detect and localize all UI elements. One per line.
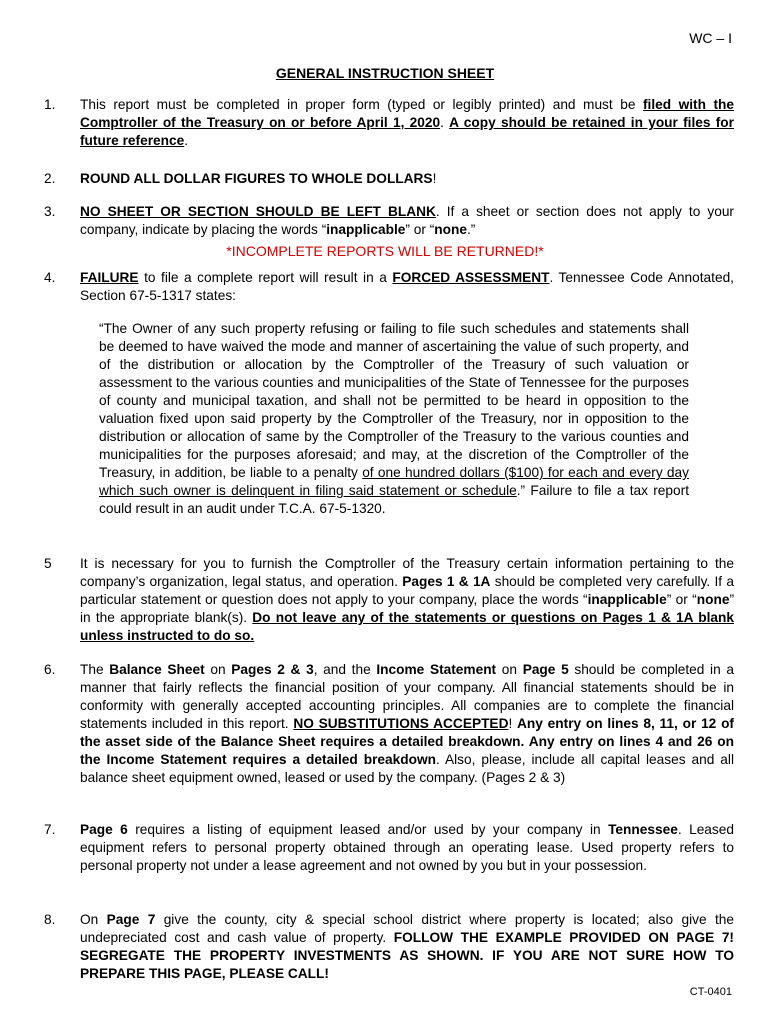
instruction-item-4	[44, 269, 734, 305]
incomplete-reports-warning: *INCOMPLETE REPORTS WILL BE RETURNED!*	[226, 243, 544, 259]
item-number: 4.	[44, 270, 56, 285]
instruction-item-3	[44, 203, 734, 239]
instruction-item-1	[44, 96, 734, 150]
item-text: This report must be completed in proper form (typed or legibly printed) and must be filed with the Comptroller of the Treasury on or before April 1, 2020. A copy should be retained in your files for future reference.	[80, 97, 734, 148]
instruction-item-2	[44, 170, 734, 188]
item-number: 5	[44, 556, 52, 571]
page-title: GENERAL INSTRUCTION SHEET	[275, 65, 495, 81]
item-text: It is necessary for you to furnish the Comptroller of the Treasury certain information pertaining to the company’s organization, legal status, and operation. Pages 1 & 1A should be completed very carefully. If a particular statement or question does not apply to your company, place the words “inapplicable” or “none” in the appropriate blank(s). Do not leave any of the statements or questions on Pages 1 & 1A blank unless instructed to do so.	[80, 556, 734, 643]
item-text: NO SHEET OR SECTION SHOULD BE LEFT BLANK. If a sheet or section does not apply to your company, indicate by placing the words “inapplicable” or “none.”	[80, 204, 734, 237]
item-text: On Page 7 give the county, city & special school district where property is located; also give the undepreciated cost and cash value of property. FOLLOW THE EXAMPLE PROVIDED ON PAGE 7! SEGREGATE THE PROPERTY INVESTMENTS AS SHOWN. IF YOU ARE NOT SURE HOW TO PREPARE THIS PAGE, PLEASE CALL!	[80, 912, 734, 981]
instruction-item-6	[44, 661, 734, 787]
item-text: FAILURE to file a complete report will result in a FORCED ASSESSMENT. Tennessee Code Annotated, Section 67-5-1317 states:	[80, 270, 734, 303]
item-text: The Balance Sheet on Pages 2 & 3, and the Income Statement on Page 5 should be completed in a manner that fairly reflects the financial position of your company. All financial statements should be in conformity with generally accepted accounting principles. All companies are to complete the financial statements included in this report. NO SUBSTITUTIONS ACCEPTED! Any entry on lines 8, 11, or 12 of the asset side of the Balance Sheet requires a detailed breakdown. Any entry on lines 4 and 26 on the Income Statement requires a detailed breakdown. Also, please, include all capital leases and all balance sheet equipment owned, leased or used by the company. (Pages 2 & 3)	[80, 662, 734, 785]
instruction-item-8	[44, 911, 734, 983]
instruction-item-5	[44, 555, 734, 645]
statute-quote: “The Owner of any such property refusing or failing to file such schedules and statements shall be deemed to have waived the mode and manner of ascertaining the value of such property, and of the distribution or allocation by the Comptroller of the Treasury of such valuation or assessment to the various counties and municipalities of the State of Tennessee for the purposes of county and municipal taxation, and shall not be permitted to be heard in opposition to the valuation fixed upon said property by the Comptroller of the Treasury, nor in opposition to the distribution or allocation of same by the Comptroller of the Treasury to the various counties and municipalities for the purposes aforesaid; and may, at the discretion of the Comptroller of the Treasury, in addition, be liable to a penalty of one hundred dollars ($100) for each and every day which such owner is delinquent in filing said statement or schedule.” Failure to file a tax report could result in an audit under T.C.A. 67-5-1320.	[99, 321, 690, 516]
footer-form-code: CT-0401	[689, 986, 732, 998]
instruction-item-7	[44, 821, 734, 875]
item-number: 3.	[44, 204, 56, 219]
item-number: 8.	[44, 912, 56, 927]
form-code: WC – I	[689, 30, 732, 46]
item-number: 2.	[44, 171, 56, 186]
item-number: 7.	[44, 822, 56, 837]
item-number: 6.	[44, 662, 56, 677]
item-text: Page 6 requires a listing of equipment leased and/or used by your company in Tennessee. Leased equipment refers to personal property obtained through an operating lease. Used property refers to personal property not under a lease agreement and not owned by you but in your possession.	[80, 822, 734, 873]
item-number: 1.	[44, 97, 56, 112]
item-text: ROUND ALL DOLLAR FIGURES TO WHOLE DOLLARS!	[80, 171, 437, 186]
